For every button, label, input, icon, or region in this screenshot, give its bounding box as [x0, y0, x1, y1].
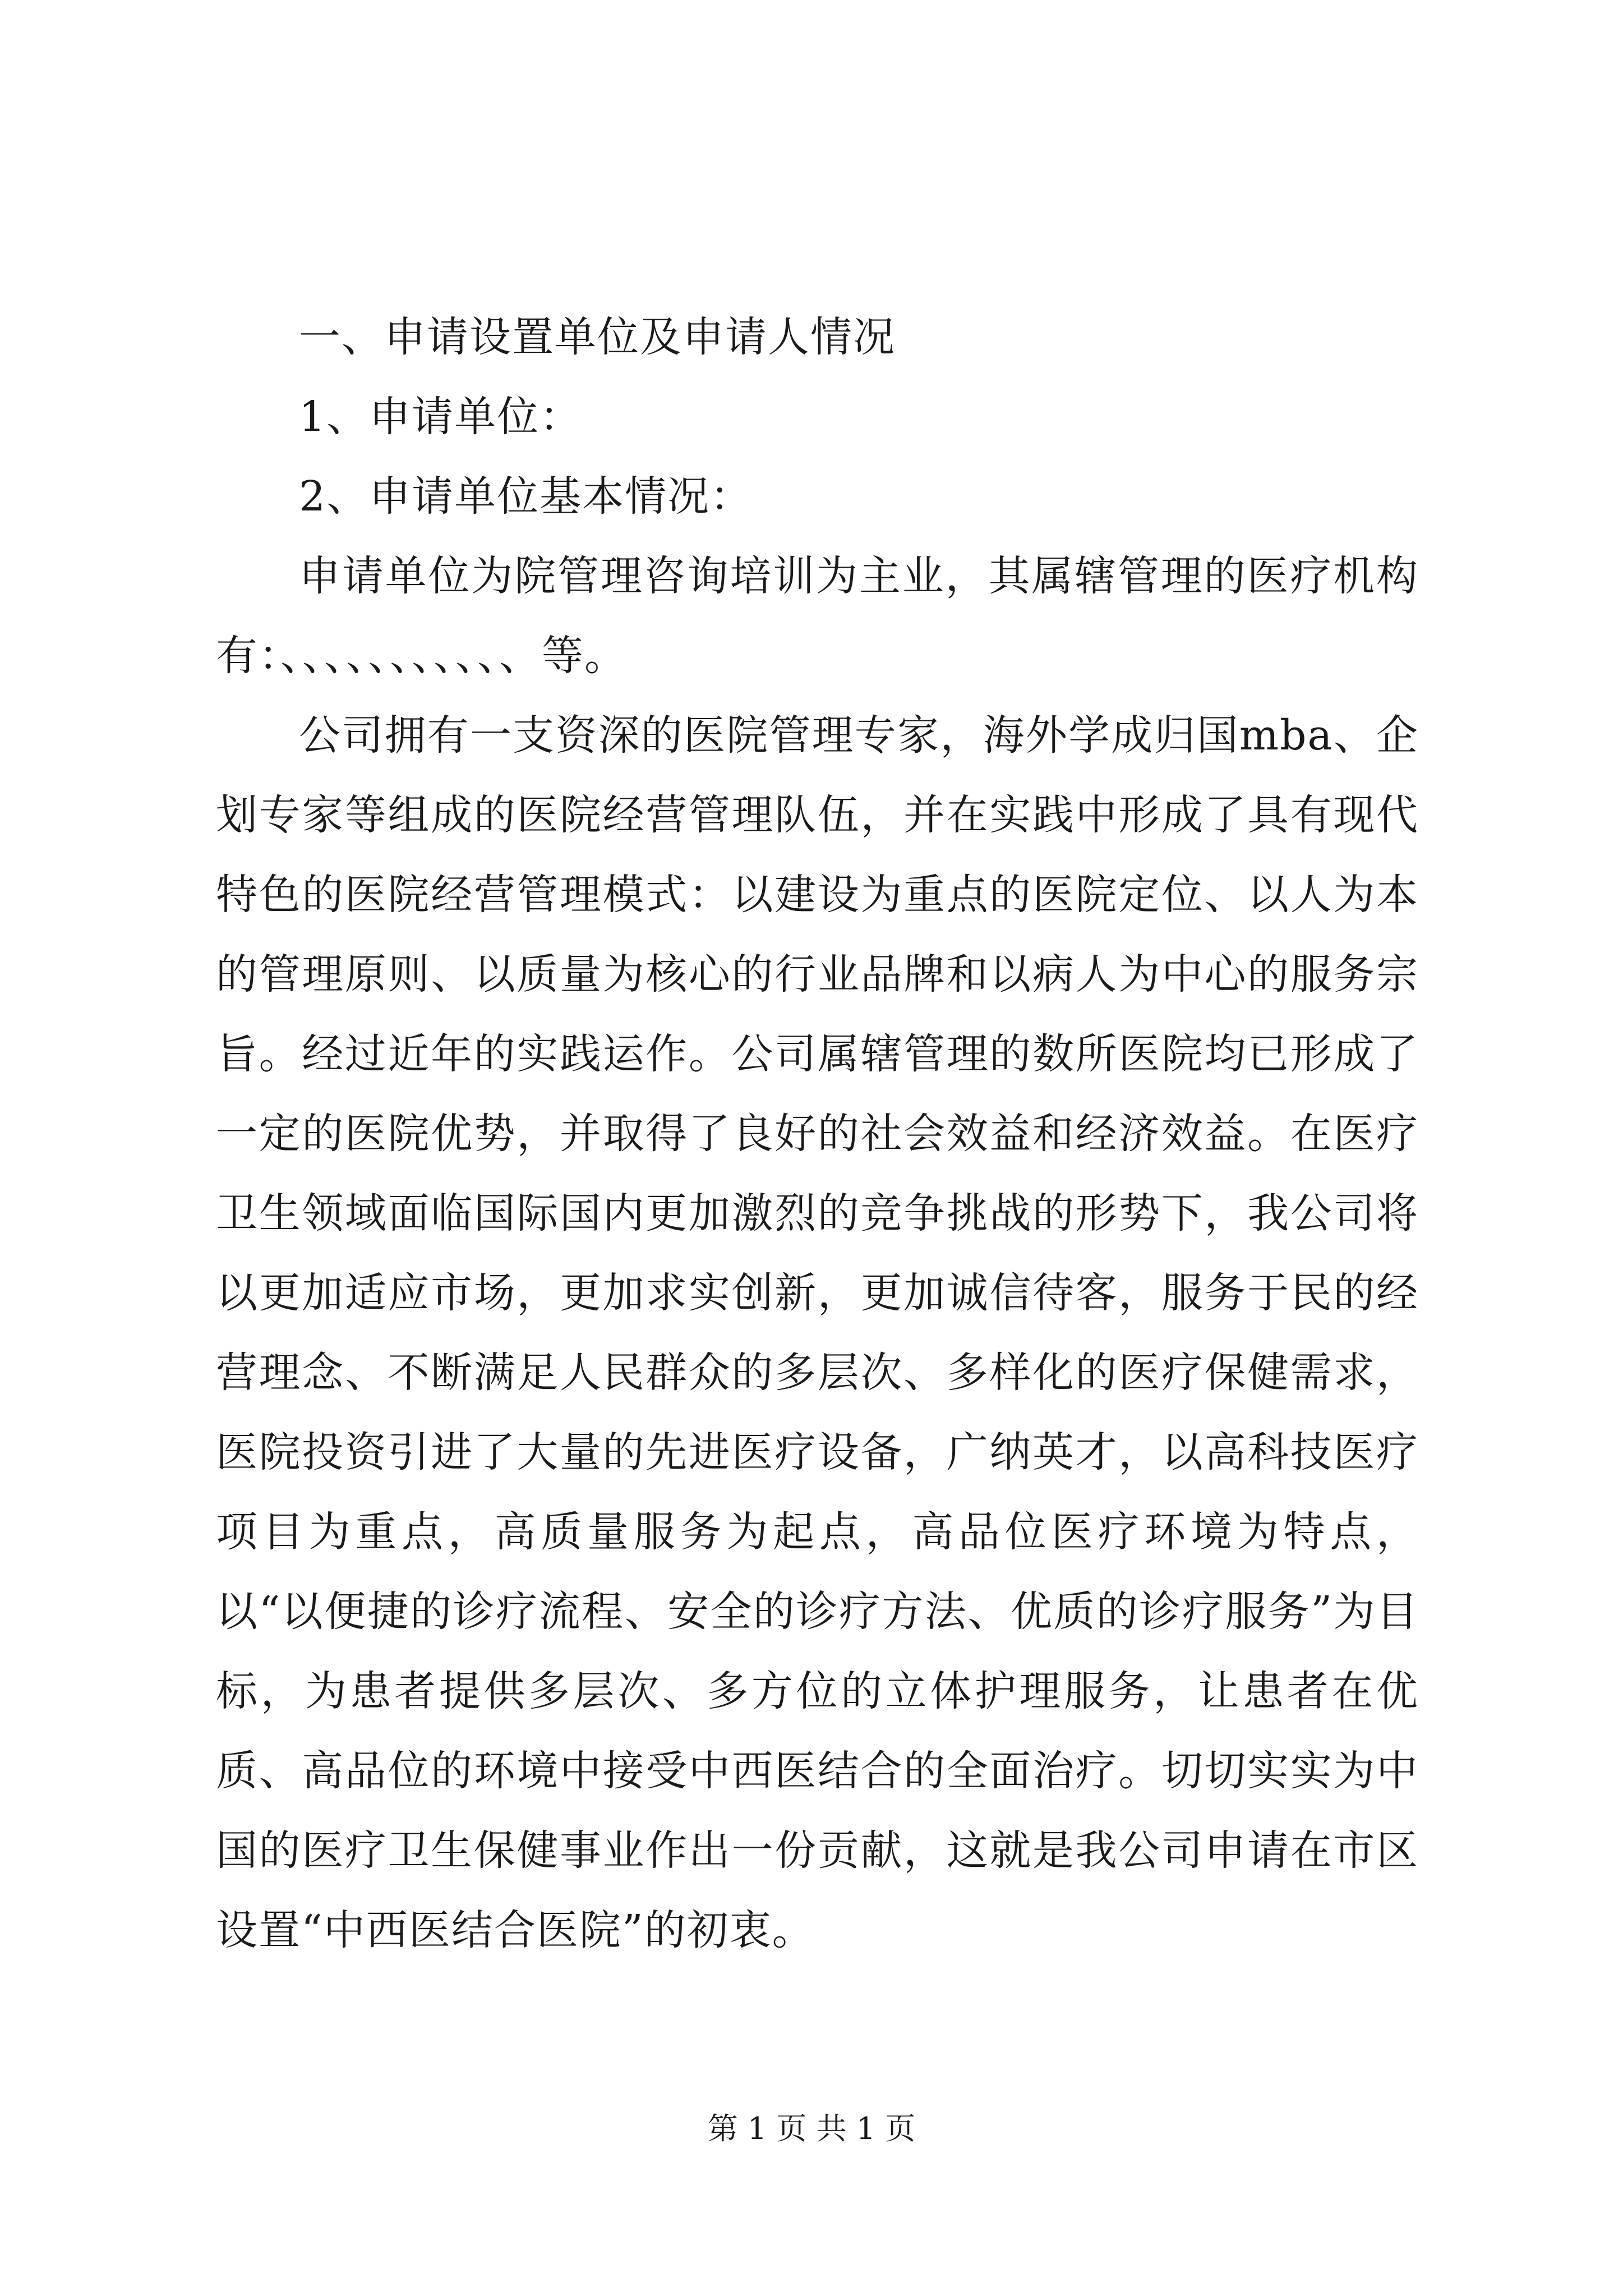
applicant-basic-info-line: 2、申请单位基本情况： [299, 472, 753, 521]
section-heading: 一、申请设置单位及申请人情况 [299, 313, 896, 361]
company-description-paragraph: 公司拥有一支资深的医院管理专家，海外学成归国mba、企划专家等组成的医院经营管理队伍，并在实践中形成了具有现代特色的医院经营管理模式：以建设为重点的医院定位、以人为本的管理原则、以质量为核心的行业品牌和以病人为中心的服务宗旨。经过近年的实践运作。公司属辖管理的数所医院均已形成了一定的医院优势，并取得了良好的社会效益和经济效益。在医疗卫生领域面临国际国内更加激烈的竞争挑战的形势下，我公司将以更加适应市场，更加求实创新，更加诚信待客，服务于民的经营理念、不断满足人民群众的多层次、多样化的医疗保健需求，医院投资引进了大量的先进医疗设备，广纳英才，以高科技医疗项目为重点，高质量服务为起点，高品位医疗环境为特点，以“以便捷的诊疗流程、安全的诊疗方法、优质的诊疗服务”为目标，为患者提供多层次、多方位的立体护理服务，让患者在优质、高品位的环境中接受中西医结合的全面治疗。切切实实为中国的医疗卫生保健事业作出一份贡献，这就是我公司申请在市区设置“中西医结合医院”的初衷。 [216, 711, 1419, 1954]
page-number-footer: 第 1 页 共 1 页 [707, 2111, 916, 2146]
business-intro-paragraph: 申请单位为院管理咨询培训为主业，其属辖管理的医疗机构有：、、、、、、、、、、、等。 [216, 552, 1419, 680]
applicant-unit-line: 1、申请单位： [299, 393, 583, 441]
document-body [216, 297, 1419, 1970]
